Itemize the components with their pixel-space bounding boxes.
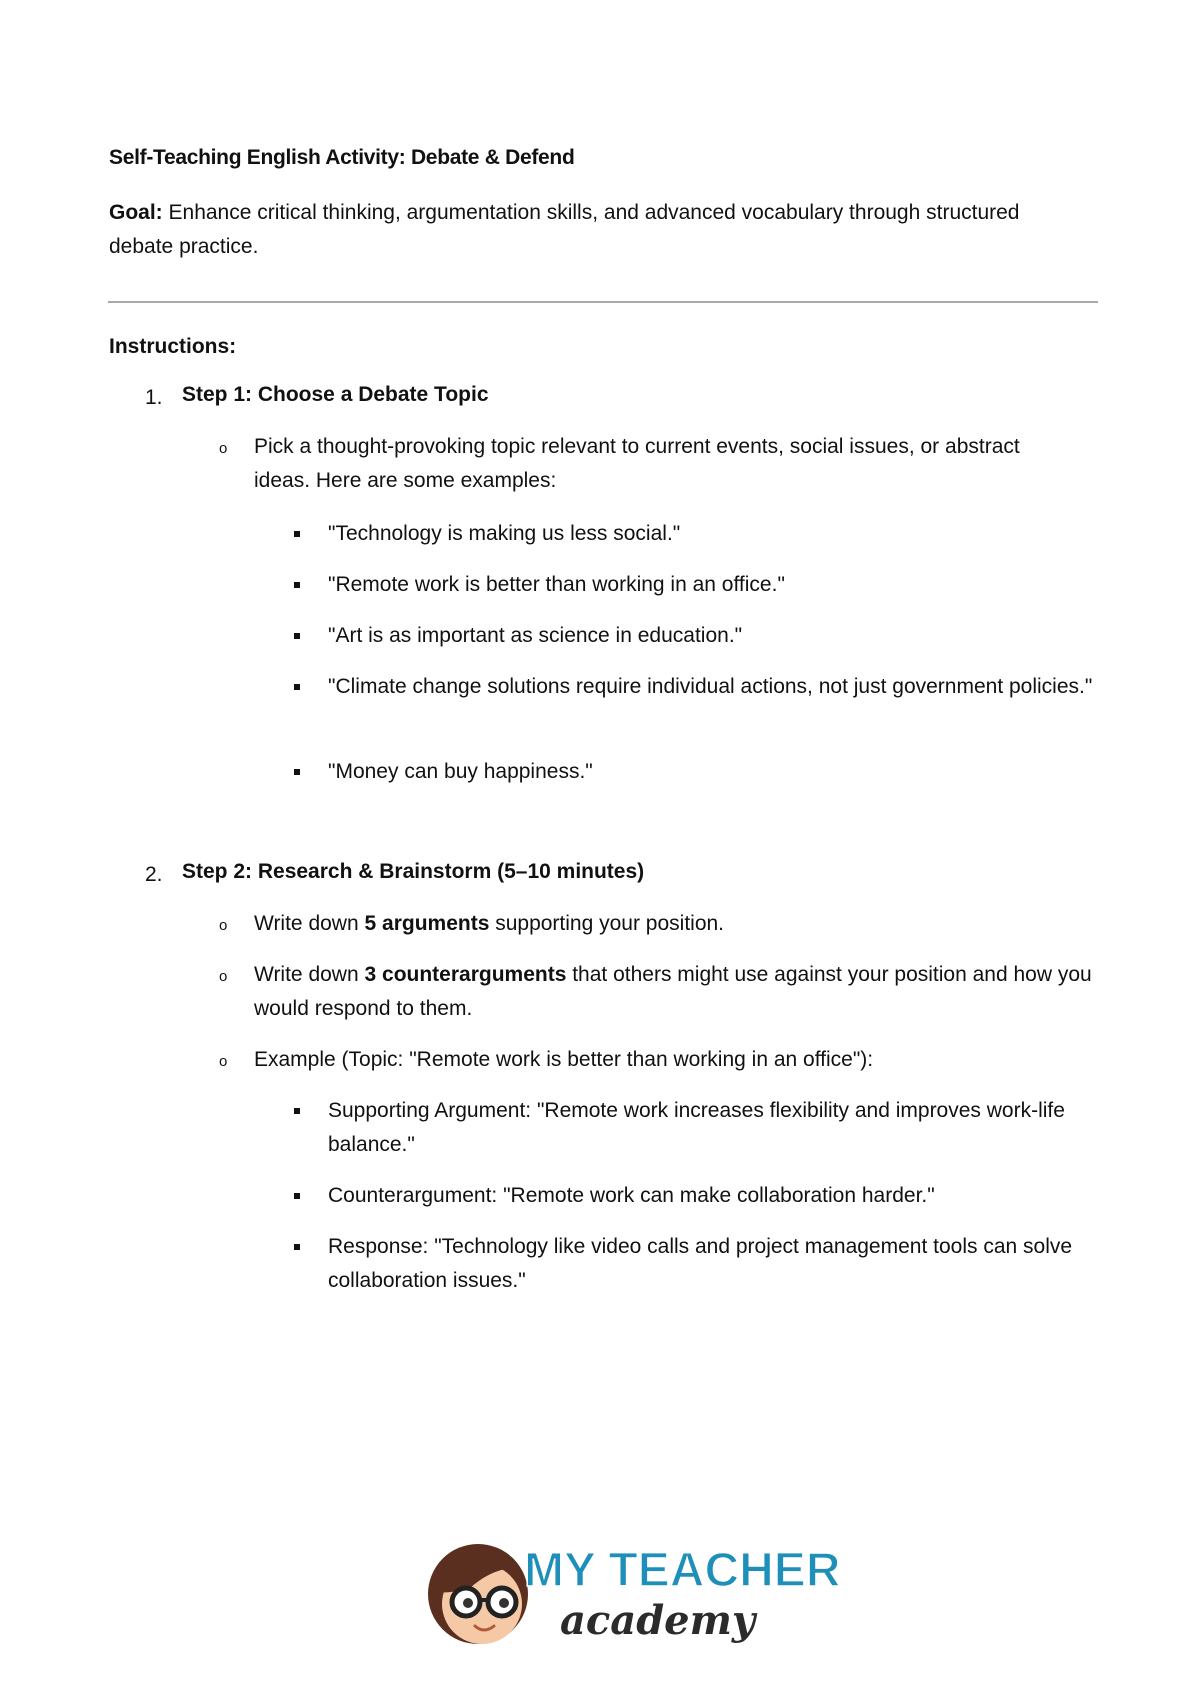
bold-text: 5 arguments (364, 912, 490, 935)
square-bullet-icon (294, 1193, 300, 1199)
logo-text-line1: MY TEACHER (524, 1544, 841, 1597)
logo-graphic (420, 1540, 841, 1650)
my-teacher-academy-logo (420, 1540, 841, 1650)
bullet-marker: o (219, 440, 228, 457)
square-bullet-icon (294, 582, 300, 588)
square-bullet-icon (294, 633, 300, 639)
list-item: "Technology is making us less social." (328, 522, 681, 545)
bullet-marker: o (219, 968, 228, 985)
list-item: "Art is as important as science in education." (328, 624, 743, 647)
square-bullet-icon (294, 1108, 300, 1114)
logo-text-line2: academy (560, 1597, 756, 1644)
text-run: Write down (254, 912, 365, 935)
list-item: Example (Topic: "Remote work is better than working in an office"): (254, 1048, 874, 1071)
horizontal-divider (108, 301, 1098, 303)
eye-left-icon (463, 1598, 473, 1608)
list-item: "Money can buy happiness." (328, 760, 593, 783)
goal-paragraph (109, 196, 1039, 264)
bullet-marker: o (219, 917, 228, 934)
list-item: Counterargument: "Remote work can make collaboration harder." (328, 1184, 935, 1207)
step-title: Step 1: Choose a Debate Topic (182, 383, 489, 406)
instructions-heading: Instructions: (109, 335, 237, 358)
list-item: Response: "Technology like video calls and project management tools can solve collaboration issues." (328, 1235, 1073, 1292)
bullet-marker: o (219, 1053, 228, 1070)
square-bullet-icon (294, 1244, 300, 1250)
list-item: "Climate change solutions require individual actions, not just government policies." (328, 675, 1093, 698)
list-item: Pick a thought-provoking topic relevant to current events, social issues, or abstract ideas. Here are some examples: (254, 435, 1020, 492)
list-item (254, 907, 724, 941)
list-item: "Remote work is better than working in an office." (328, 573, 785, 596)
square-bullet-icon (294, 531, 300, 537)
text-run: that others might use against your position and how you would respond to them. (254, 963, 1092, 1020)
step-number: 2. (145, 863, 163, 886)
square-bullet-icon (294, 684, 300, 690)
text-run: supporting your position. (489, 912, 725, 935)
square-bullet-icon (294, 769, 300, 775)
goal-label: Goal: (109, 201, 163, 224)
document-title: Self-Teaching English Activity: Debate & Defend (109, 146, 575, 169)
step-title: Step 2: Research & Brainstorm (5–10 minutes) (182, 860, 645, 883)
list-item (254, 958, 1104, 1026)
list-item: Supporting Argument: "Remote work increases flexibility and improves work-life balance." (328, 1099, 1065, 1156)
text-run: Write down (254, 963, 365, 986)
goal-text: Enhance critical thinking, argumentation skills, and advanced vocabulary through structured debate practice. (109, 201, 1020, 258)
bold-text: 3 counterarguments (364, 963, 567, 986)
step-number: 1. (145, 386, 163, 409)
eye-right-icon (499, 1598, 509, 1608)
